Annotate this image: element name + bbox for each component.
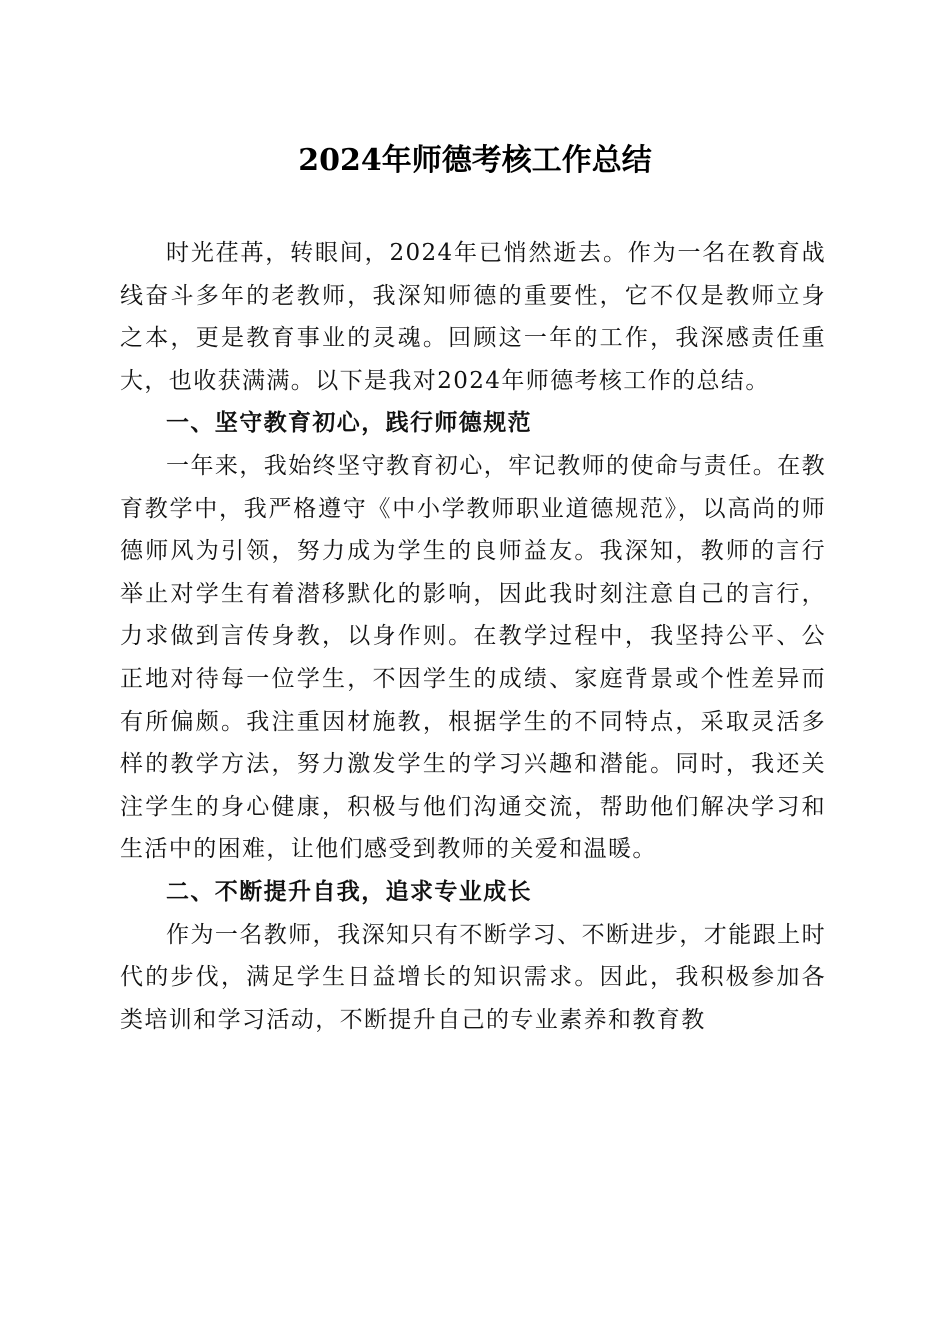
section-paragraph-2: 作为一名教师，我深知只有不断学习、不断进步，才能跟上时代的步伐，满足学生日益增长的知识需求。因此，我积极参加各类培训和学习活动，不断提升自己的专业素养和教育教 [120,921,826,1033]
section-paragraph-1: 一年来，我始终坚守教育初心，牢记教师的使命与责任。在教育教学中，我严格遵守《中小学教师职业道德规范》，以高尚的师德师风为引领，努力成为学生的良师益友。我深知，教师的言行举止对学生有着潜移默化的影响，因此我时刻注意自己的言行，力求做到言传身教，以身作则。在教学过程中，我坚持公平、公正地对待每一位学生，不因学生的成绩、家庭背景或个性差异而有所偏颇。我注重因材施教，根据学生的不同特点，采取灵活多样的教学方法，努力激发学生的学习兴趣和潜能。同时，我还关注学生的身心健康，积极与他们沟通交流，帮助他们解决学习和生活中的困难，让他们感受到教师的关爱和温暖。 [120,452,826,863]
document-body [120,232,826,1041]
intro-paragraph: 时光荏苒，转眼间，2024年已悄然逝去。作为一名在教育战线奋斗多年的老教师，我深知师德的重要性，它不仅是教师立身之本，更是教育事业的灵魂。回顾这一年的工作，我深感责任重大，也收获满满。以下是我对2024年师德考核工作的总结。 [120,240,826,394]
section-heading-1: 一、坚守教育初心，践行师德规范 [166,410,532,437]
document-title: 2024年师德考核工作总结 [298,143,652,178]
section-heading-2: 二、不断提升自我，追求专业成长 [166,878,532,905]
